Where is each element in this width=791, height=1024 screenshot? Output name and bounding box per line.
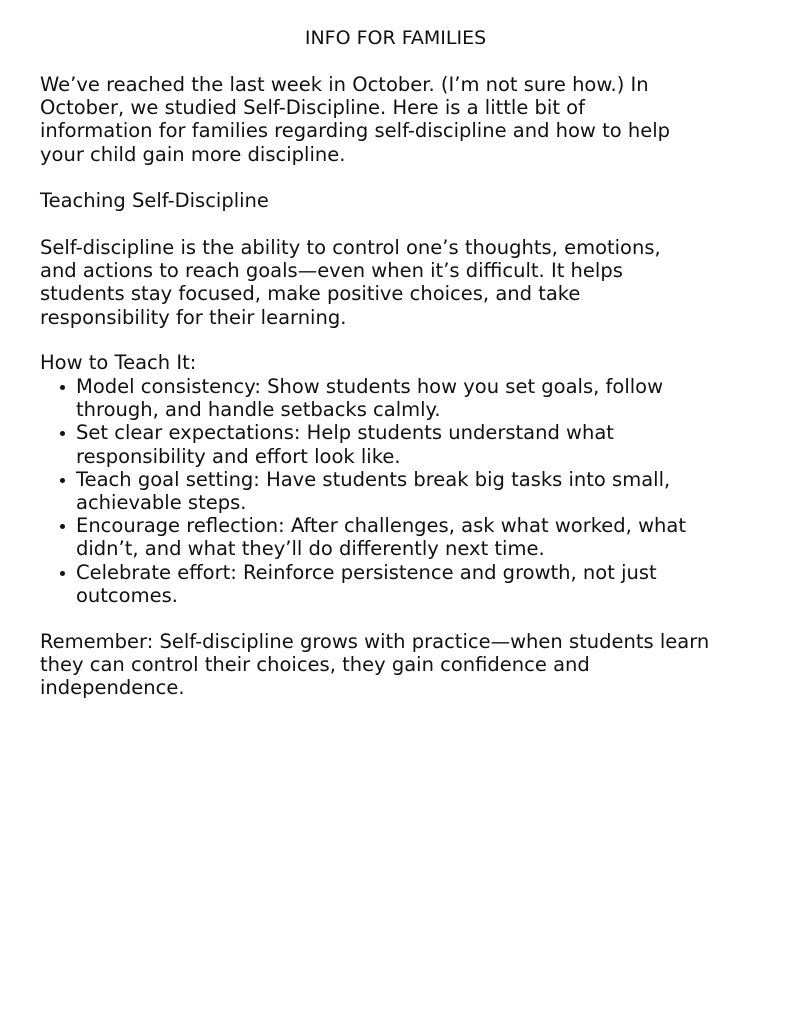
text-line: responsibility and effort look like. [76, 444, 401, 468]
definition-paragraph [40, 236, 661, 329]
text-line: and actions to reach goals—even when it’s difficult. It helps [40, 259, 623, 283]
page-title: INFO FOR FAMILIES [304, 27, 487, 49]
text-line: through, and handle setbacks calmly. [76, 398, 441, 422]
text-line: We’ve reached the last week in October. (I’m not sure how.) In [40, 73, 649, 96]
intro-paragraph [40, 73, 670, 166]
remember-paragraph [40, 630, 709, 700]
text-line: outcomes. [76, 583, 178, 607]
text-line: Teach goal setting: Have students break big tasks into small, [76, 467, 671, 491]
text-line: Encourage reflection: After challenges, ask what worked, what [76, 514, 686, 538]
list-item [40, 514, 686, 560]
tips-list [40, 375, 686, 607]
section-heading: Teaching Self-Discipline [40, 189, 269, 212]
text-line: responsibility for their learning. [40, 305, 347, 329]
list-item [40, 561, 686, 607]
text-line: didn’t, and what they’ll do differently next time. [76, 537, 545, 561]
text-line: your child gain more discipline. [40, 142, 346, 166]
list-item [40, 421, 686, 467]
text-line: Set clear expectations: Help students understand what [76, 421, 614, 445]
text-line: Celebrate effort: Reinforce persistence and growth, not just [76, 560, 657, 584]
text-line: independence. [40, 676, 185, 700]
how-to-heading: How to Teach It: [40, 351, 197, 374]
text-line: Remember: Self-discipline grows with practice—when students learn [40, 630, 710, 653]
text-line: achievable steps. [76, 491, 247, 515]
text-line: Model consistency: Show students how you set goals, follow [76, 375, 664, 398]
text-line: information for families regarding self-discipline and how to help [40, 119, 671, 143]
text-line: they can control their choices, they gain confidence and [40, 653, 590, 677]
text-line: Self-discipline is the ability to control one’s thoughts, emotions, [40, 236, 661, 259]
text-line: students stay focused, make positive choices, and take [40, 282, 581, 306]
list-item [40, 375, 686, 421]
list-item [40, 468, 686, 514]
text-line: October, we studied Self-Discipline. Here is a little bit of [40, 96, 585, 120]
